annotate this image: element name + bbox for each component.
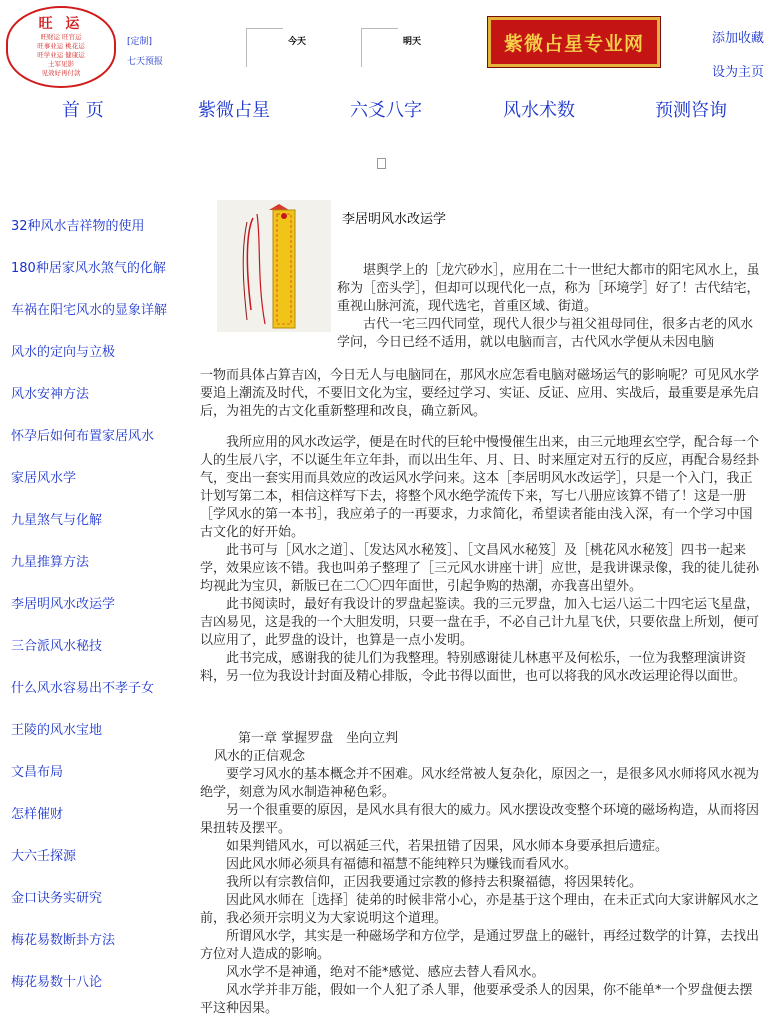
sidebar-item[interactable]: 风水安神方法 <box>11 387 90 402</box>
site-logo[interactable] <box>6 6 116 88</box>
article-paragraph: 因此风水师必须具有福德和福慧不能纯粹只为赚钱而看风水。 <box>226 857 578 872</box>
article-image <box>217 200 331 332</box>
section-heading: 风水的正信观念 <box>214 749 306 764</box>
weather-tomorrow-icon <box>361 28 398 67</box>
article-paragraph: 此书可与［风水之道］、［发达风水秘笈］、［文昌风水秘笈］及［桃花风水秘笈］四书一起来学，效果应该不错。我也叫弟子整理了［三元风水讲座十讲］应世，是我讲课录像，我的徒儿徒孙均视此为宝贝，新版已在二〇〇四年面世，引起争购的热潮，亦我喜出望外。 <box>200 543 760 594</box>
article-paragraph: 风水学并非万能，假如一个人犯了杀人罪，他要承受杀人的因果，你不能单*一个罗盘便去摆平这种因果。 <box>200 983 753 1016</box>
nav-ziwei[interactable]: 紫微占星 <box>198 100 270 121</box>
logo-line: 旺财运 旺官运 <box>40 33 82 41</box>
sidebar-item[interactable]: 风水的定向与立极 <box>11 345 116 360</box>
nav-fengshui[interactable]: 风水术数 <box>503 100 575 121</box>
sidebar-item[interactable]: 180种居家风水煞气的化解 <box>11 261 166 276</box>
sidebar-item[interactable]: 梅花易数十八论 <box>11 975 103 990</box>
weather-links <box>127 32 163 72</box>
article-paragraph: 我所应用的风水改运学，便是在时代的巨轮中慢慢催生出来，由三元地理玄空学，配合每一个人的生辰八字，不以诞生年立年卦，而以出生年、月、日、时来厘定对五行的反应，再配合易经卦气，变出一套实用而具效应的改运风水学问来。这本［李居明风水改运学］，只是一个入门，我正计划写第二本，相信这样写下去，将整个风水绝学流传下来，写七八册应该算不错了！这是一册［学风水的第一本书］，我应弟子的一再要求，力求简化，希望读者能由浅入深，有一个学习中国古文化的好开始。 <box>200 435 760 540</box>
sidebar-item[interactable]: 大六壬探源 <box>11 849 77 864</box>
article-paragraph: 堪舆学上的［龙穴砂水］，应用在二十一世纪大都市的阳宅风水上，虽称为［峦头学］，但却可以现代化一点，称为［环境学］好了！古代结宅，重视山脉河流，现代选宅，首重区域、街道。 <box>337 263 760 314</box>
set-homepage-link[interactable]: 设为主页 <box>712 65 765 80</box>
sidebar <box>11 218 191 1016</box>
sidebar-item[interactable]: 王陵的风水宝地 <box>11 723 103 738</box>
logo-title: 旺 运 <box>38 16 84 32</box>
top-right-links <box>712 22 764 90</box>
sidebar-item[interactable]: 什么风水容易出不孝子女 <box>11 681 155 696</box>
main-nav <box>0 96 768 122</box>
article-body <box>200 354 760 1018</box>
paragraph-gap <box>200 699 760 717</box>
article-paragraph: 古代一宅三四代同堂，现代人很少与祖父祖母同住，很多古老的风水学问，今日已经不适用，就以电脑而言，古代风水学便从未因电脑 <box>337 317 754 350</box>
logo-line: 旺学业运 健康运 <box>37 51 85 59</box>
broken-image-icon <box>377 158 386 169</box>
seven-day-forecast-link[interactable]: 七天预报 <box>127 57 164 67</box>
weather-today-label: 今天 <box>288 37 307 47</box>
article-paragraph: 因此风水师在［选择］徒弟的时候非常小心，亦是基于这个理由，在未正式向大家讲解风水之前，我必须开宗明义为大家说明这个道理。 <box>200 893 760 926</box>
nav-consult[interactable]: 预测咨询 <box>655 100 727 121</box>
article-paragraph: 此书完成，感谢我的徒儿们为我整理。特别感谢徒儿林惠平及何松乐，一位为我整理演讲资料，另一位为我设计封面及精心排版，令此书得以面世，也可以将我的风水改运理论得以面世。 <box>200 651 747 684</box>
sidebar-item[interactable]: 梅花易数断卦方法 <box>11 933 116 948</box>
chapter-heading: 第一章 掌握罗盘 坐向立判 <box>238 731 399 746</box>
sidebar-item[interactable]: 怎样催财 <box>11 807 64 822</box>
article-paragraph: 我所以有宗教信仰，正因我要通过宗教的修持去积聚福德，将因果转化。 <box>226 875 643 890</box>
sidebar-item[interactable]: 怀孕后如何布置家居风水 <box>11 429 155 444</box>
article-paragraph: 所谓风水学，其实是一种磁场学和方位学，是通过罗盘上的磁针，再经过数学的计算，去找出方位对人造成的影响。 <box>200 929 760 962</box>
nav-home[interactable]: 首 页 <box>62 100 104 121</box>
article-title: 李居明风水改运学 <box>342 212 447 227</box>
article-paragraph: 此书阅读时，最好有我设计的罗盘起鉴读。我的三元罗盘，加入七运八运二十四宅运飞星盘，吉凶易见，这是我的一个大胆发明，只要一盘在手，不必自己计九星飞伏，只要依盘上所划，便可以应用了，此罗盘的设计，也算是一点小发明。 <box>200 597 760 648</box>
add-bookmark-link[interactable]: 添加收藏 <box>712 31 765 46</box>
article-paragraph: 要学习风水的基本概念并不困难。风水经常被人复杂化，原因之一，是很多风水师将风水视为绝学，刻意为风水制造神秘色彩。 <box>200 767 760 800</box>
banner-text: 紫微占星专业网 <box>503 32 644 55</box>
logo-line: 土军见影 <box>48 60 74 68</box>
logo-line: 旺事业运 桃花运 <box>37 42 85 50</box>
sidebar-item[interactable]: 金口诀务实研究 <box>11 891 103 906</box>
sidebar-item[interactable]: 32种风水吉祥物的使用 <box>11 219 145 234</box>
sidebar-item[interactable]: 李居明风水改运学 <box>11 597 116 612</box>
sidebar-item[interactable]: 九星煞气与化解 <box>11 513 103 528</box>
sidebar-item[interactable]: 车祸在阳宅风水的显象详解 <box>11 303 168 318</box>
article-paragraph: 一物而具体占算吉凶，今日无人与电脑同在，那风水应怎看电脑对磁场运气的影响呢？可见风水学要追上潮流及时代，不要旧文化为宝，要经过学习、实证、反证、应用、实战后，最重要是承先启后，为祖先的古文化重新整理和改良，确立新风。 <box>200 368 760 419</box>
article-intro <box>337 262 760 352</box>
article-paragraph: 如果判错风水，可以祸延三代，若果扭错了因果，风水师本身要承担后遗症。 <box>226 839 669 854</box>
sidebar-item[interactable]: 三合派风水秘技 <box>11 639 103 654</box>
site-banner[interactable] <box>488 17 660 67</box>
logo-line: 见效好再付款 <box>41 69 81 77</box>
sidebar-item[interactable]: 文昌布局 <box>11 765 64 780</box>
nav-liuyao-bazi[interactable]: 六爻八字 <box>350 100 422 121</box>
article-paragraph: 另一个很重要的原因，是风水具有很大的威力。风水摆设改变整个环境的磁场构造，从而将因果扭转及摆平。 <box>200 803 760 836</box>
sidebar-item[interactable]: 九星推算方法 <box>11 555 90 570</box>
talisman-pouch-icon <box>217 200 331 332</box>
sidebar-item[interactable]: 家居风水学 <box>11 471 77 486</box>
customize-link[interactable]: [定制] <box>127 37 153 47</box>
weather-today-icon <box>246 28 283 67</box>
weather-tomorrow-label: 明天 <box>403 37 422 47</box>
article-paragraph: 风水学不是神通，绝对不能*感觉、感应去替人看风水。 <box>226 965 545 980</box>
